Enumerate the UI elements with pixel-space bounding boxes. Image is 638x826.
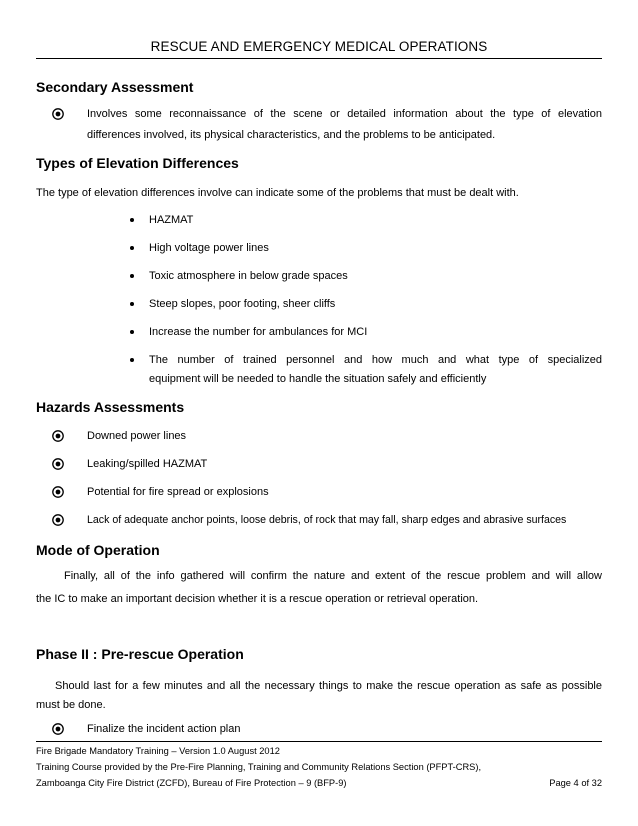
types-intro: The type of elevation differences involve can indicate some of the problems that must be dealt with.	[36, 187, 519, 199]
running-header: RESCUE AND EMERGENCY MEDICAL OPERATIONS	[150, 39, 488, 54]
phase2-line-2: must be done.	[36, 699, 106, 711]
secondary-assessment-line-1: Involves some reconnaissance of the scene or detailed information about the type of elevation	[87, 108, 602, 120]
header-rule	[36, 58, 602, 59]
list-item: The number of trained personnel and how much and what type of specialized equipment will be needed to handle the situation safely and efficiently	[130, 351, 602, 391]
phase2-line-1: Should last for a few minutes and all the necessary things to make the rescue operation as safe as possible	[55, 680, 602, 692]
secondary-assessment-line-2: differences involved, its physical characteristics, and the problems to be anticipated.	[87, 129, 496, 141]
phase2-heading: Phase II : Pre-rescue Operation	[36, 646, 244, 662]
bullet-target-icon	[52, 458, 64, 470]
bullet-dot-icon	[130, 302, 134, 306]
footer-line-2: Training Course provided by the Pre-Fire Planning, Training and Community Relations Section (PFPT-CRS),	[36, 762, 482, 772]
footer-line-3: Zamboanga City Fire District (ZCFD), Bureau of Fire Protection – 9 (BFP-9)	[36, 778, 347, 788]
mode-line-2: the IC to make an important decision whether it is a rescue operation or retrieval operation.	[36, 593, 479, 605]
bullet-dot-icon	[130, 274, 134, 278]
bullet-dot-icon	[130, 330, 134, 334]
hazards-heading: Hazards Assessments	[36, 399, 185, 415]
bullet-dot-icon	[130, 246, 134, 250]
secondary-assessment-heading: Secondary Assessment	[36, 79, 194, 95]
page-number: Page 4 of 32	[549, 778, 602, 788]
bullet-dot-icon	[130, 218, 134, 222]
bullet-target-icon	[52, 723, 64, 735]
footer-line-1: Fire Brigade Mandatory Training – Version 1.0 August 2012	[36, 746, 280, 756]
bullet-target-icon	[52, 486, 64, 498]
bullet-target-icon	[52, 514, 64, 526]
mode-heading: Mode of Operation	[36, 542, 160, 558]
page-footer	[36, 743, 602, 791]
bullet-target-icon	[52, 430, 64, 442]
mode-line-1: Finally, all of the info gathered will confirm the nature and extent of the rescue problem and will allow	[64, 570, 602, 582]
footer-rule	[36, 741, 602, 742]
bullet-dot-icon	[130, 358, 134, 362]
types-heading: Types of Elevation Differences	[36, 155, 239, 171]
bullet-target-icon	[52, 108, 64, 120]
document-page: RESCUE AND EMERGENCY MEDICAL OPERATIONS Secondary Assessment Involves some reconnaissance of the scene or detailed information about the type of elevation differences involved, its physical characteristics, and the problems to be anticipated. Types of Elevation Differences The type of elevation differences involve can indicate some of the problems that must be dealt with. HAZMAT High voltage power lines Toxic atmosphere in below grade spaces Steep slopes, poor footing, sheer cliffs Increase the number for ambulances for MCI The number of trained personnel and how much and what type of specialized equipment will be needed to handle the situation safely and efficiently Hazards Assessments Downed power lines Leaking/spilled HAZMAT Potential for fire spread or explosions Lack of adequate anchor points, loose debris, of rock that may fall, sharp edges and abrasive surfaces Mode of Operation Finally, all of the info gathered will confirm the nature and extent of the rescue problem and will allow the IC to make an important decision whether it is a rescue operation or retrieval operation. Phase II : Pre-rescue Operation Should last for a few minutes and all the necessary things to make the rescue operation as safe as possible must be done. Finalize the incident action plan Fire Brigade Mandatory Training – Version 1.0 August 2012 Training Course provided by the Pre-Fire Planning, Training and Community Relations Section (PFPT-CRS), Zamboanga City Fire District (ZCFD), Bureau of Fire Protection – 9 (BFP-9) Page 4 of 32	[0, 0, 638, 826]
